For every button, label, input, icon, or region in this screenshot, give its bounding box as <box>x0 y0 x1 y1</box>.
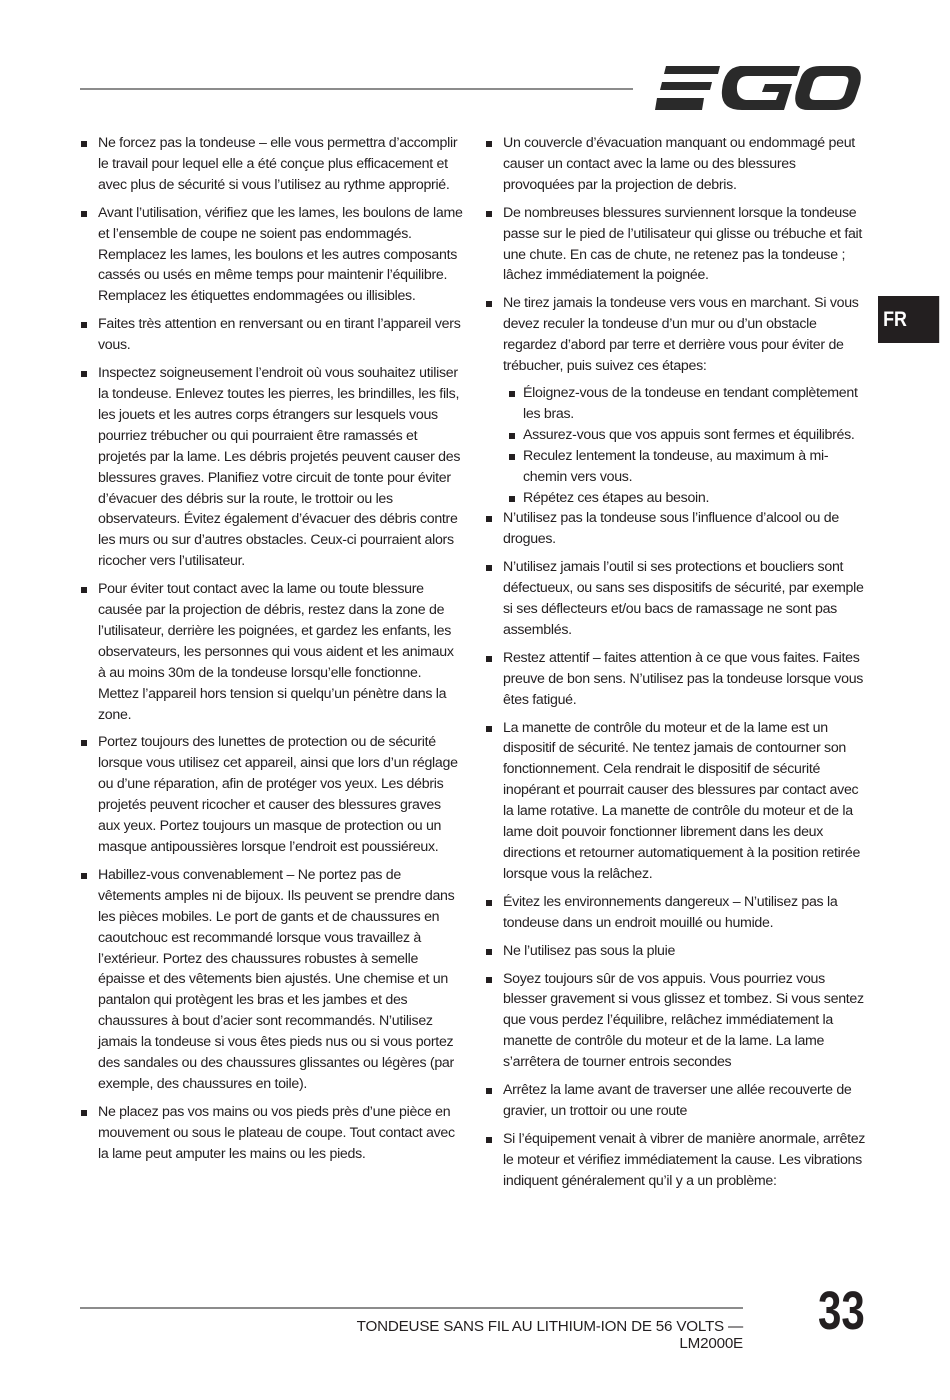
square-bullet-icon <box>486 211 492 217</box>
substep-text: Éloignez-vous de la tondeuse en tendant complètement les bras. <box>523 384 858 422</box>
substep-item <box>503 488 868 509</box>
list-item-text: Avant l’utilisation, vérifiez que les lames, les boulons de lame et l’ensemble de coupe ne soient pas endommagés. Remplacez les lames, les boulons et les autres composants cassés ou usés en même temps pour maintenir l’équilibre. Remplacez les étiquettes endommagées ou illisibles. <box>98 204 463 305</box>
square-bullet-icon <box>81 371 87 377</box>
list-item <box>485 892 868 934</box>
list-item-text: Pour éviter tout contact avec la lame ou toute blessure causée par la projection de débris, restez dans la zone de l’utilisateur, derrière les poignées, et gardez les enfants, les observateurs, les personnes qui vous aident et les animaux à au moins 30m de la tondeuse lorsqu’elle fonctionne. Mettez l’appareil hors tension si quelqu’un pénètre dans la zone. <box>98 581 454 723</box>
square-bullet-icon <box>81 740 87 746</box>
list-item-text: Restez attentif – faites attention à ce que vous faites. Faites preuve de bon sens. N’utilisez pas la tondeuse lorsque vous êtes fatigué. <box>503 649 864 708</box>
footer-rule <box>80 1307 743 1309</box>
square-bullet-icon <box>486 900 492 906</box>
square-bullet-icon <box>486 141 492 147</box>
page-number: 33 <box>817 1281 865 1341</box>
list-item-text: Ne placez pas vos mains ou vos pieds près d’une pièce en mouvement ou sous le plateau de coupe. Tout contact avec la lame peut amputer les mains ou les pieds. <box>98 1103 455 1162</box>
list-item <box>80 363 463 572</box>
list-item <box>485 133 868 196</box>
substeps-list <box>503 383 868 508</box>
ego-logo <box>652 62 862 114</box>
safety-list-right <box>485 133 868 1192</box>
language-tab: FR <box>878 296 939 343</box>
list-item <box>80 732 463 857</box>
square-bullet-icon <box>81 1110 87 1116</box>
square-bullet-icon <box>509 454 515 460</box>
square-bullet-icon <box>81 587 87 593</box>
list-item-text: Évitez les environnements dangereux – N’utilisez pas la tondeuse dans un endroit mouillé ou humide. <box>503 893 838 931</box>
list-item <box>485 648 868 711</box>
substep-item <box>503 446 868 488</box>
square-bullet-icon <box>81 211 87 217</box>
list-item <box>80 203 463 308</box>
list-item <box>485 293 868 508</box>
list-item <box>80 133 463 196</box>
square-bullet-icon <box>486 949 492 955</box>
list-item <box>485 941 868 962</box>
substep-item <box>503 425 868 446</box>
square-bullet-icon <box>486 656 492 662</box>
list-item-text: N’utilisez jamais l’outil si ses protections et boucliers sont défectueux, ou sans ses dispositifs de sécurité, par exemple si ses déflecteurs et/ou bacs de ramassage ne sont pas assemblés. <box>503 559 864 638</box>
square-bullet-icon <box>486 301 492 307</box>
square-bullet-icon <box>509 391 515 397</box>
footer-product-title: TONDEUSE SANS FIL AU LITHIUM-ION DE 56 VOLTS — LM2000E <box>356 1318 743 1352</box>
list-item-text: Soyez toujours sûr de vos appuis. Vous pourriez vous blesser gravement si vous glissez et tombez. Si vous sentez que vous perdez l’équilibre, relâchez immédiatement la manette de contrôle du moteur et de la lame. La lame s’arrêtera de tourner entrois secondes <box>503 970 864 1071</box>
substep-text: Reculez lentement la tondeuse, au maximum à mi-chemin vers vous. <box>523 447 829 485</box>
square-bullet-icon <box>486 1137 492 1143</box>
square-bullet-icon <box>486 726 492 732</box>
list-item <box>80 865 463 1095</box>
square-bullet-icon <box>81 873 87 879</box>
list-item-text: Inspectez soigneusement l’endroit où vous souhaitez utiliser la tondeuse. Enlevez toutes les pierres, les brindilles, les fils, les jouets et les autres corps étrangers sur lesquels vous pourriez trébucher ou qui pourraient être ramassés et projetés par la lame. Les débris projetés peuvent causer des blessures graves. Planifiez votre circuit de tonte pour éviter d’évacuer des débris sur la route, le trottoir ou les observateurs. Évitez également d’évacuer des débris contre les murs ou sur d’autres obstacles. Ceux-ci pourraient alors ricocher vers l’utilisateur. <box>98 365 461 570</box>
list-item <box>485 969 868 1074</box>
header-rule <box>80 88 633 90</box>
substep-text: Répétez ces étapes au besoin. <box>523 489 710 506</box>
square-bullet-icon <box>486 565 492 571</box>
square-bullet-icon <box>81 322 87 328</box>
list-item-text: Portez toujours des lunettes de protection ou de sécurité lorsque vous utilisez cet appareil, ainsi que lors d’un réglage ou d’une réparation, afin de protéger vos yeux. Les débris projetés peuvent ricocher et causer des blessures graves aux yeux. Portez toujours un masque de protection ou un masque antipoussières lorsque l’endroit est poussiéreux. <box>98 734 458 855</box>
left-column <box>80 133 463 1172</box>
list-item-text: Ne l’utilisez pas sous la pluie <box>503 942 676 959</box>
list-item-text: Un couvercle d’évacuation manquant ou endommagé peut causer un contact avec la lame ou des blessures provoquées par la projection de debris. <box>503 135 855 193</box>
list-item <box>485 718 868 885</box>
square-bullet-icon <box>81 141 87 147</box>
list-item <box>80 579 463 725</box>
list-item-text: De nombreuses blessures surviennent lorsque la tondeuse passe sur le pied de l’utilisateur qui glisse ou trébuche et fait une chute. En cas de chute, ne retenez pas la tondeuse ; lâchez immédiatement la poignée. <box>503 204 863 284</box>
square-bullet-icon <box>509 433 515 439</box>
substep-text: Assurez-vous que vos appuis sont fermes et équilibrés. <box>523 426 855 443</box>
list-item-text: Ne forcez pas la tondeuse – elle vous permettra d’accomplir le travail pour lequel elle a été conçue plus efficacement et avec plus de sécurité si vous l’utilisez au rythme approprié. <box>98 135 458 193</box>
list-item <box>485 203 868 287</box>
list-item <box>485 508 868 550</box>
list-item-text: La manette de contrôle du moteur et de la lame est un dispositif de sécurité. Ne tentez jamais de contourner son fonctionnement. Cela rendrait le dispositif de sécurité inopérant et pourrait causer des blessures par contact avec la lame rotative. La manette de contrôle du moteur et de la lame doit pouvoir fonctionner librement dans les deux directions et retourner automatiquement à la position retirée lorsque vous la relâchez. <box>503 719 861 882</box>
list-item <box>80 314 463 356</box>
safety-list-left <box>80 133 463 1165</box>
square-bullet-icon <box>509 496 515 502</box>
square-bullet-icon <box>486 977 492 983</box>
list-item-text: Si l’équipement venait à vibrer de manière anormale, arrêtez le moteur et vérifiez immédiatement la cause. Les vibrations indiquent généralement qu’il y a un problème: <box>503 1130 866 1189</box>
substep-item <box>503 383 868 425</box>
square-bullet-icon <box>486 1088 492 1094</box>
list-item <box>485 1080 868 1122</box>
right-column <box>485 133 868 1199</box>
list-item-text: Habillez-vous convenablement – Ne portez pas de vêtements amples ni de bijoux. Ils peuvent se prendre dans les pièces mobiles. Le port de gants et de chaussures en caoutchouc est recommandé lorsque vous travaillez à l’extérieur. Portez des chaussures robustes à semelle épaisse et des vêtements bien ajustés. Une chemise et un pantalon qui protègent les bras et les jambes et des chaussures à bout d’acier sont recommandés. N’utilisez jamais la tondeuse si vous êtes pieds nus ou si vous portez des sandales ou des chaussures glissantes ou légères (par exemple, des chaussures en toile). <box>98 866 455 1092</box>
list-item-text: Arrêtez la lame avant de traverser une allée recouverte de gravier, un trottoir ou une route <box>503 1082 852 1119</box>
list-item <box>485 557 868 641</box>
list-item-text: Faites très attention en renversant ou en tirant l’appareil vers vous. <box>98 316 461 354</box>
list-item-text: Ne tirez jamais la tondeuse vers vous en marchant. Si vous devez reculer la tondeuse d’un mur ou d’un obstacle regardez d’abord par terre et derrière vous pour éviter de trébucher, puis suivez ces étapes: <box>503 295 859 375</box>
list-item-text: N’utilisez pas la tondeuse sous l’influence d’alcool ou de drogues. <box>503 510 839 548</box>
square-bullet-icon <box>486 516 492 522</box>
list-item <box>80 1102 463 1165</box>
list-item <box>485 1129 868 1192</box>
